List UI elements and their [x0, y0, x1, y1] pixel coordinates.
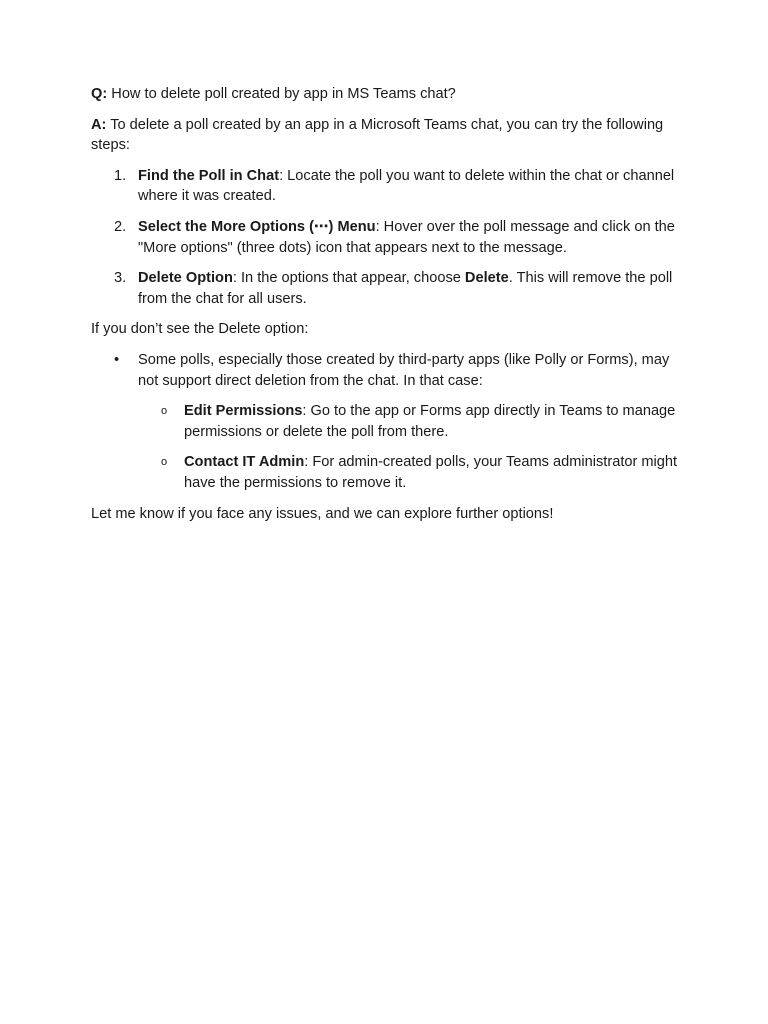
step-title: Find the Poll in Chat — [138, 167, 280, 184]
closing-paragraph: Let me know if you face any issues, and we can explore further options! — [91, 505, 554, 522]
step-bold-inline: Delete — [464, 270, 509, 287]
step-number: 3. — [114, 270, 127, 287]
step-item — [91, 268, 681, 309]
step-number: 1. — [114, 167, 127, 184]
step-text-before: : In the options that appear, choose — [232, 270, 465, 287]
sub-item — [138, 452, 681, 493]
sub-item — [138, 401, 681, 442]
sub-list — [138, 401, 681, 493]
step-item — [91, 166, 681, 207]
step-text: : Locate the poll you want to delete within the chat or channel where it was created. — [138, 167, 675, 205]
step-title: Delete Option — [138, 270, 233, 287]
sub-item-text: : For admin-created polls, your Teams administrator might have the permissions to remove it. — [184, 454, 678, 491]
bullet-marker: • — [114, 351, 120, 368]
step-text: : Hover over the poll message and click on the "More options" (three dots) icon that appears next to the message. — [138, 218, 675, 256]
sub-item-title: Contact IT Admin — [184, 454, 305, 471]
question-paragraph — [91, 84, 681, 105]
answer-paragraph — [91, 115, 681, 156]
bullet-text: Some polls, especially those created by third-party apps (like Polly or Forms), may not support direct deletion from the chat. In that case: — [138, 351, 670, 389]
step-title: Select the More Options (⋯) Menu — [138, 218, 376, 235]
bullet-item — [91, 350, 681, 494]
sub-marker: o — [161, 405, 168, 418]
question-label: Q: — [91, 86, 108, 102]
document-body — [91, 84, 681, 534]
question-text: How to delete poll created by app in MS Teams chat? — [107, 86, 456, 102]
steps-list — [91, 166, 681, 310]
fallback-intro: If you don’t see the Delete option: — [91, 321, 309, 338]
sub-item-title: Edit Permissions — [184, 403, 303, 420]
bullet-list — [91, 350, 681, 494]
sub-marker: o — [161, 456, 168, 469]
answer-label: A: — [91, 116, 107, 133]
sub-item-text: : Go to the app or Forms app directly in Teams to manage permissions or delete the poll from there. — [184, 403, 676, 440]
step-text-after: . This will remove the poll from the chat for all users. — [138, 270, 673, 307]
step-number: 2. — [114, 218, 127, 235]
step-item — [91, 217, 681, 258]
answer-text: To delete a poll created by an app in a Microsoft Teams chat, you can try the following steps: — [91, 116, 664, 154]
